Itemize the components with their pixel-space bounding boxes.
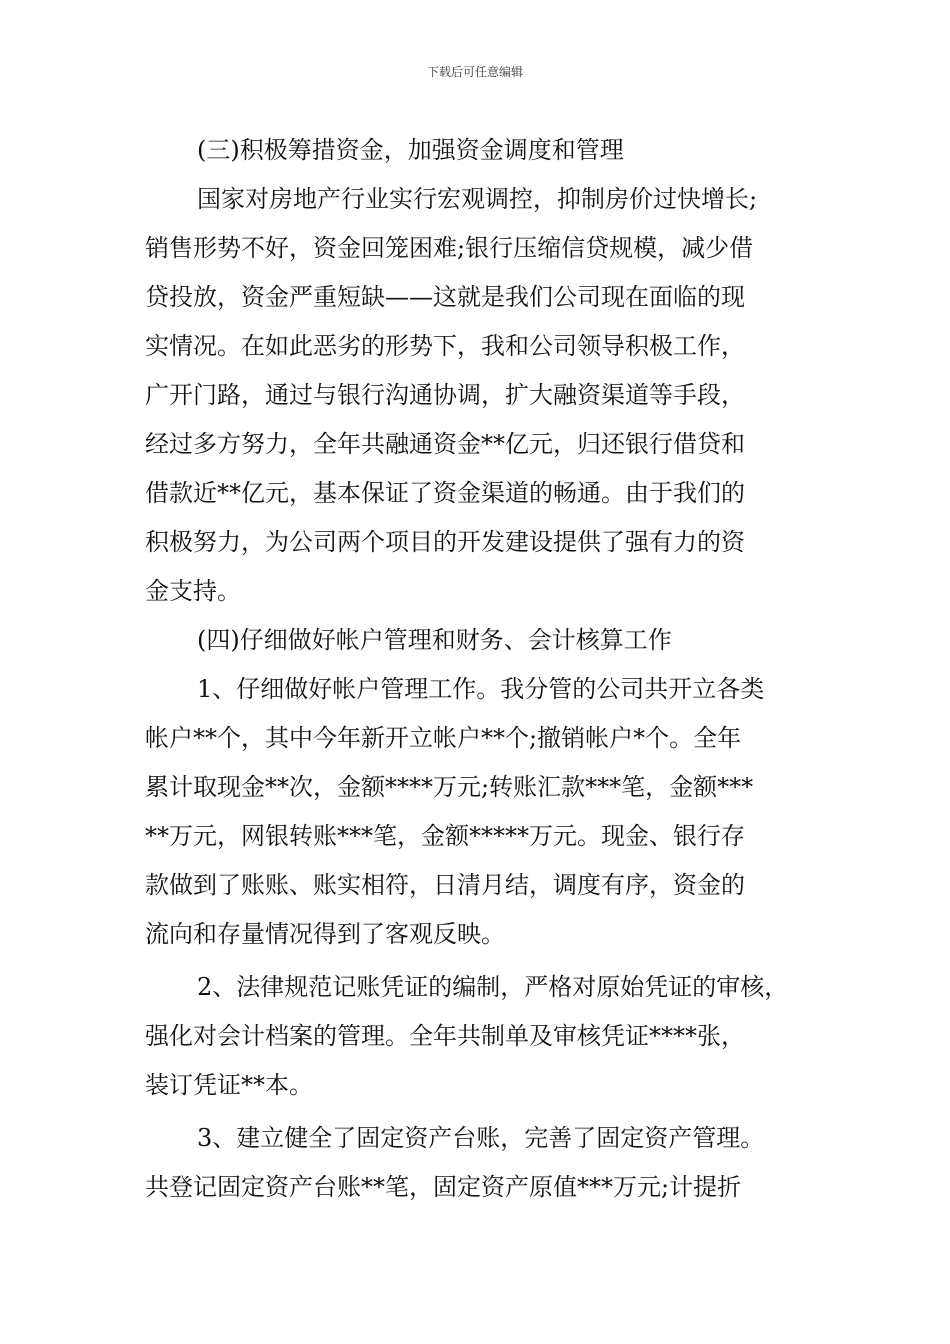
paragraph-line: 金支持。 — [145, 577, 241, 605]
paragraph-line: 实情况。在如此恶劣的形势下，我和公司领导积极工作， — [145, 332, 745, 360]
paragraph-line: 借款近**亿元，基本保证了资金渠道的畅通。由于我们的 — [145, 479, 745, 507]
section-heading-4: (四)仔细做好帐户管理和财务、会计核算工作 — [197, 626, 672, 654]
paragraph-line: 销售形势不好，资金回笼困难;银行压缩信贷规模，减少借 — [145, 234, 754, 262]
paragraph-line: 款做到了账账、账实相符，日清月结，调度有序，资金的 — [145, 871, 745, 899]
paragraph-line: **万元，网银转账***笔，金额*****万元。现金、银行存 — [145, 822, 745, 850]
document-body — [145, 126, 821, 1212]
paragraph-line: 强化对会计档案的管理。全年共制单及审核凭证****张， — [145, 1022, 745, 1050]
paragraph-line: 经过多方努力，全年共融通资金**亿元，归还银行借贷和 — [145, 430, 745, 458]
paragraph-line: 装订凭证**本。 — [145, 1071, 313, 1099]
paragraph-line: 2、法律规范记账凭证的编制，严格对原始凭证的审核， — [197, 973, 789, 1001]
paragraph-line: 积极努力，为公司两个项目的开发建设提供了强有力的资 — [145, 528, 745, 556]
paragraph-line: 流向和存量情况得到了客观反映。 — [145, 920, 505, 948]
paragraph-line: 共登记固定资产台账**笔，固定资产原值***万元;计提折 — [145, 1173, 742, 1201]
paragraph-line: 国家对房地产行业实行宏观调控，抑制房价过快增长; — [197, 185, 758, 213]
page-header: 下载后可任意编辑 — [426, 65, 523, 79]
paragraph-line: 3、建立健全了固定资产台账，完善了固定资产管理。 — [197, 1124, 765, 1152]
paragraph-line: 累计取现金**次，金额****万元;转账汇款***笔，金额*** — [145, 773, 754, 801]
paragraph-line: 贷投放，资金严重短缺——这就是我们公司现在面临的现 — [145, 283, 745, 311]
paragraph-line: 广开门路，通过与银行沟通协调，扩大融资渠道等手段， — [145, 381, 745, 409]
section-heading-3: (三)积极筹措资金，加强资金调度和管理 — [197, 136, 624, 164]
paragraph-line: 1、仔细做好帐户管理工作。我分管的公司共开立各类 — [197, 675, 765, 703]
paragraph-line: 帐户**个，其中今年新开立帐户**个;撤销帐户*个。全年 — [145, 724, 742, 752]
